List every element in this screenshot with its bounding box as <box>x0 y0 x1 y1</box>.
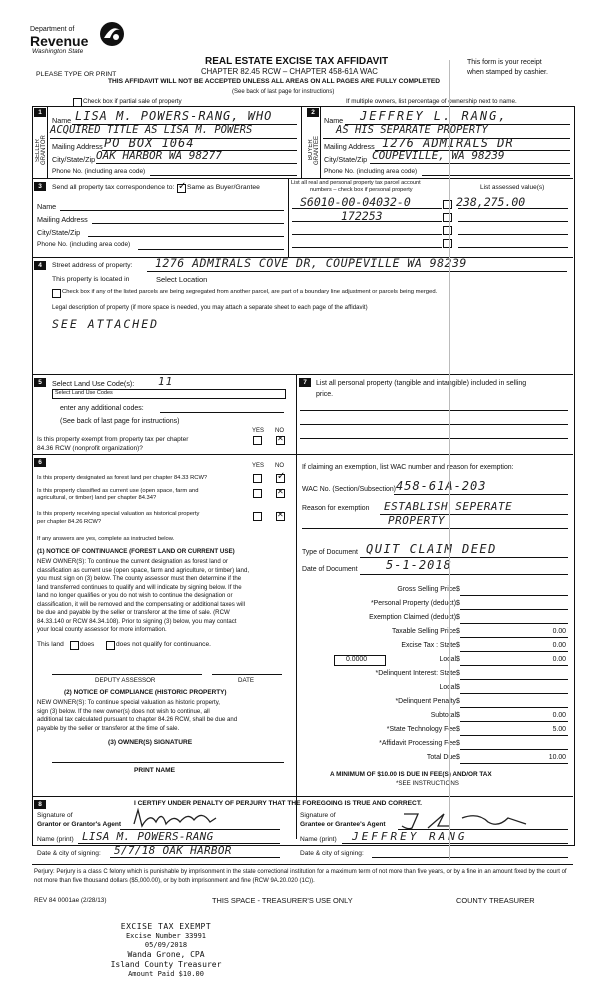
street-label: Street address of property: <box>52 262 133 269</box>
assessed-header: List assessed value(s) <box>480 184 545 191</box>
notice-1-line: 84.33.140 or RCW 84.34.108). Prior to signing (3) below, you may contact <box>37 617 237 625</box>
section-7-badge: 7 <box>299 378 311 387</box>
seller-phone-label: Phone No. (including area code) <box>52 168 146 175</box>
legal-label: Legal description of property (if more space is needed, you may attach a separate sheet to each page of the affidavit) <box>52 304 368 311</box>
tax-row-label: *Delinquent Penalty <box>395 698 456 705</box>
grantee-name-print[interactable]: JEFFREY RANG <box>352 830 468 843</box>
does-not-checkbox[interactable] <box>106 641 115 650</box>
notice-2-title: (2) NOTICE OF COMPLIANCE (HISTORIC PROPERTY) <box>64 689 227 696</box>
stamp-line-2: Excise Number 33991 <box>125 932 207 940</box>
tax-row-label: Local <box>439 684 456 691</box>
historic-q2: per chapter 84.26 RCW? <box>37 519 102 525</box>
form-chapter: CHAPTER 82.45 RCW – CHAPTER 458-61A WAC <box>201 67 378 76</box>
current-use-yes-checkbox[interactable] <box>253 489 262 498</box>
reason-value-1[interactable]: ESTABLISH SEPERATE <box>384 500 513 513</box>
currency-symbol: $ <box>456 600 460 607</box>
personal-property-label-1: List all personal property (tangible and intangible) included in selling <box>316 380 527 387</box>
notice-2-line: NEW OWNER(S): To continue special valuation as historic property, <box>37 699 220 706</box>
parcel-header-2: numbers – check box if personal property <box>310 187 413 193</box>
located-select[interactable]: Select Location <box>156 275 208 284</box>
local-rate-value: 0.0000 <box>346 656 368 663</box>
personal-property-label-2: price. <box>316 391 334 398</box>
seller-name-1[interactable]: LISA M. POWERS-RANG, WHO <box>75 109 273 123</box>
tax-row <box>300 640 570 653</box>
tax-row-label: Local <box>439 656 456 663</box>
dor-logo <box>28 12 128 62</box>
logo-revenue: Revenue <box>30 33 89 49</box>
doc-date-label: Date of Document <box>302 566 358 573</box>
logo-dept: Department of <box>30 26 75 33</box>
notice-1-line: classification as current use (open space, farm and agriculture, or timber) land, <box>37 566 250 574</box>
currency-symbol: $ <box>456 698 460 705</box>
seller-side-label: SELLER GRANTOR <box>35 135 47 165</box>
tax-calculation-table <box>300 584 570 764</box>
exempt-q1: Is this property exempt from property tax per chapter <box>37 436 189 443</box>
parcel-1-personal-checkbox[interactable] <box>443 200 452 209</box>
section-3-city-label: City/State/Zip <box>37 228 81 237</box>
tax-row-value[interactable]: 0.00 <box>552 628 566 635</box>
does-label: does <box>80 641 95 648</box>
perjury-note: Perjury: Perjury is a class C felony which is punishable by imprisonment in the state correctional institution for a maximum term of not more than five years, or by a fine in an amount fixed by the court of not more than five thousand dollars ($5,000.00), or by both imprisonment and fine (RCW 9A.20.020 (1C)). <box>34 869 567 884</box>
land-use-code[interactable]: 11 <box>158 375 174 388</box>
historic-no-checkbox[interactable]: ✕ <box>277 510 284 519</box>
tax-row-label: *State Technology Fee <box>386 726 456 733</box>
notice-1-line: be due and payable by the seller or transferor at the time of sale. (RCW <box>37 609 230 616</box>
tax-row <box>300 626 570 639</box>
tax-row <box>300 654 570 667</box>
section-2-badge: 2 <box>307 108 319 117</box>
seller-name-2[interactable]: ACQUIRED TITLE AS LISA M. POWERS <box>50 124 253 136</box>
parcel-4-personal-checkbox[interactable] <box>443 239 452 248</box>
notice-1-line: you must sign on (3) below. The county assessor must then determine if the <box>37 575 242 582</box>
section-5-no: NO <box>275 428 284 434</box>
print-name-label: PRINT NAME <box>134 767 176 774</box>
parcel-header-1: List all real and personal property tax parcel account <box>291 180 421 186</box>
see-instructions: *SEE INSTRUCTIONS <box>396 780 459 787</box>
stamp-line-3: 05/09/2018 <box>144 941 188 949</box>
historic-q1: Is this property receiving special valuation as historical property <box>37 511 200 517</box>
currency-symbol: $ <box>456 656 460 663</box>
certify-statement: I CERTIFY UNDER PENALTY OF PERJURY THAT THE FOREGOING IS TRUE AND CORRECT. <box>134 800 422 807</box>
buyer-mailing[interactable]: 1276 ADMIRALS DR <box>382 136 514 150</box>
grantor-sig-label-2: Grantor or Grantor's Agent <box>37 821 122 828</box>
land-use-dropdown-text: Select Land Use Codes <box>55 390 113 396</box>
buyer-name-1[interactable]: JEFFREY L. RANG, <box>360 109 508 123</box>
currency-symbol: $ <box>456 670 460 677</box>
forest-q: Is this property designated as forest land per chapter 84.33 RCW? <box>37 475 208 481</box>
currency-symbol: $ <box>456 586 460 593</box>
currency-symbol: $ <box>456 712 460 719</box>
buyer-name-2[interactable]: AS HIS SEPARATE PROPERTY <box>336 124 488 136</box>
reason-label: Reason for exemption <box>302 505 370 512</box>
tax-row-label: Exemption Claimed (deduct) <box>369 614 456 621</box>
tax-row-label: Taxable Selling Price <box>392 628 456 635</box>
forest-no-checkbox[interactable]: ✓ <box>277 471 286 482</box>
seller-city-label: City/State/Zip <box>52 155 96 164</box>
tax-row-label: Total Due <box>426 754 456 761</box>
section-3-mailing-label: Mailing Address <box>37 215 88 224</box>
does-not-label: does not qualify for continuance. <box>116 641 211 648</box>
partial-sale-label: Check box if partial sale of property <box>83 98 182 105</box>
buyer-phone-label: Phone No. (including area code) <box>324 168 418 175</box>
forest-yes-checkbox[interactable] <box>253 474 262 483</box>
notice-2-line: sign (3) below. If the new owner(s) does not wish to continue, all <box>37 707 210 715</box>
exempt-q2: 84.36 RCW (nonprofit organization)? <box>37 445 143 452</box>
located-label: This property is located in <box>52 276 130 283</box>
currency-symbol: $ <box>456 754 460 761</box>
reason-value-2[interactable]: PROPERTY <box>388 514 445 527</box>
does-checkbox[interactable] <box>70 641 79 650</box>
doc-type-value[interactable]: QUIT CLAIM DEED <box>366 542 497 556</box>
deputy-assessor-label: DEPUTY ASSESSOR <box>95 677 156 684</box>
tax-row-label: Excise Tax : State <box>401 642 456 649</box>
notice-1-line: your local county assessor for more information. <box>37 626 167 633</box>
tax-row-value[interactable]: 5.00 <box>552 726 566 733</box>
minimum-note: A MINIMUM OF $10.00 IS DUE IN FEE(S) AND/OR TAX <box>330 771 492 778</box>
parcel-2-personal-checkbox[interactable] <box>443 213 452 222</box>
assessed-value-1[interactable]: 238,275.00 <box>456 195 526 209</box>
receipt-note-1: This form is your receipt <box>467 59 542 66</box>
currency-symbol: $ <box>456 614 460 621</box>
segregated-checkbox[interactable] <box>52 289 61 298</box>
county-treasurer: COUNTY TREASURER <box>456 896 535 905</box>
wac-label: WAC No. (Section/Subsection) <box>302 486 396 493</box>
send-correspondence-label: Send all property tax correspondence to: <box>52 184 175 191</box>
notice-1-line: land no longer qualifies or you do not wish to continue the designation or <box>37 592 233 599</box>
currency-symbol: $ <box>456 642 460 649</box>
exempt-no-checkbox[interactable]: ✕ <box>277 434 284 443</box>
legal-value[interactable]: SEE ATTACHED <box>52 317 160 331</box>
tax-row <box>300 612 570 625</box>
grantee-date-city-label: Date & city of signing: <box>300 850 364 857</box>
section-6-yes: YES <box>252 463 265 469</box>
historic-yes-checkbox[interactable] <box>253 512 262 521</box>
tax-row <box>300 710 570 723</box>
parcel-1[interactable]: S6010-00-04032-0 <box>300 195 411 209</box>
tax-row <box>300 724 570 737</box>
additional-codes-label: enter any additional codes: <box>60 405 144 412</box>
current-use-q1: Is this property classified as current use (open space, farm and <box>37 488 199 494</box>
owner-signature-label: (3) OWNER(S) SIGNATURE <box>108 739 193 746</box>
section-5-yes: YES <box>252 428 265 434</box>
grantor-name-print[interactable]: LISA M. POWERS-RANG <box>82 830 214 843</box>
exempt-yes-checkbox[interactable] <box>253 436 262 445</box>
grantor-signature[interactable] <box>130 806 220 830</box>
grantor-name-print-label: Name (print) <box>37 836 74 843</box>
street-value[interactable]: 1276 ADMIRALS COVE DR, COUPEVILLE WA 98239 <box>155 256 467 270</box>
seller-mailing-label: Mailing Address <box>52 142 103 151</box>
section-5-see-back: (See back of last page for instructions) <box>60 418 180 425</box>
current-use-q2: agricultural, or timber) land per chapter 84.34? <box>37 495 157 501</box>
same-as-buyer-checkbox[interactable]: ✓ <box>178 181 187 192</box>
logo-swoosh-icon <box>98 20 126 48</box>
current-use-no-checkbox[interactable]: ✕ <box>277 487 284 496</box>
stamp-line-1: EXCISE TAX EXEMPT <box>120 922 212 931</box>
tax-row-label: Gross Selling Price <box>397 586 456 593</box>
tax-row-value[interactable]: 0.00 <box>552 712 566 719</box>
section-3-badge: 3 <box>34 182 46 191</box>
receipt-note-2: when stamped by cashier. <box>467 69 548 76</box>
notice-1-line: NEW OWNER(S): To continue the current designation as forest land or <box>37 558 228 565</box>
tax-row <box>300 682 570 695</box>
section-1-badge: 1 <box>34 108 46 117</box>
grantee-name-print-label: Name (print) <box>300 836 337 843</box>
stamp-line-4: Wanda Grone, CPA <box>127 950 205 959</box>
buyer-name-label: Name <box>324 116 344 125</box>
type-or-print: PLEASE TYPE OR PRINT <box>36 71 117 78</box>
grantor-sig-label-1: Signature of <box>37 812 73 819</box>
seller-name-label: Name <box>52 116 72 125</box>
grantee-sig-label-1: Signature of <box>300 812 336 819</box>
section-6-no: NO <box>275 463 284 469</box>
multiple-owners-note: If multiple owners, list percentage of ownership next to name. <box>346 98 517 105</box>
tax-row <box>300 668 570 681</box>
form-title: REAL ESTATE EXCISE TAX AFFIDAVIT <box>205 56 389 67</box>
treasurer-space: THIS SPACE - TREASURER'S USE ONLY <box>212 896 353 905</box>
buyer-mailing-label: Mailing Address <box>324 142 375 151</box>
notice-1-line: land transferred continues to qualify and will indicate by signing below. If the <box>37 583 242 591</box>
scan-line <box>449 60 450 860</box>
tax-row <box>300 598 570 611</box>
same-as-buyer-label: Same as Buyer/Grantee <box>187 184 260 191</box>
stamp-line-5: Island County Treasurer <box>110 960 222 969</box>
date-label: DATE <box>238 677 255 684</box>
tax-row <box>300 696 570 709</box>
currency-symbol: $ <box>456 740 460 747</box>
seller-mailing[interactable]: PO BOX 1064 <box>104 136 195 150</box>
tax-row-value[interactable]: 0.00 <box>552 656 566 663</box>
stamp-line-6: Amount Paid $10.00 <box>128 970 204 978</box>
rev-number: REV 84 0001ae (2/28/13) <box>34 897 107 904</box>
tax-row <box>300 738 570 751</box>
buyer-city[interactable]: COUPEVILLE, WA 98239 <box>372 149 505 162</box>
tax-row <box>300 584 570 597</box>
parcel-2[interactable]: 172253 <box>341 209 383 223</box>
buyer-city-label: City/State/Zip <box>324 155 368 164</box>
logo-state: Washington State <box>32 48 84 55</box>
tax-row-label: *Delinquent Interest: State <box>375 670 456 677</box>
section-4-badge: 4 <box>34 261 46 270</box>
section-3-phone-label: Phone No. (including area code) <box>37 241 131 248</box>
tax-row-value[interactable]: 10.00 <box>548 754 566 761</box>
grantor-date-city[interactable]: 5/7/18 OAK HARBOR <box>114 844 232 857</box>
notice-1-body <box>37 559 292 636</box>
tax-row-value[interactable]: 0.00 <box>552 642 566 649</box>
grantor-date-city-label: Date & city of signing: <box>37 850 101 857</box>
doc-date-value[interactable]: 5-1-2018 <box>386 558 452 572</box>
this-land-label: This land <box>37 641 64 648</box>
currency-symbol: $ <box>456 684 460 691</box>
treasurer-stamp <box>96 922 236 979</box>
section-8-badge: 8 <box>34 800 46 809</box>
see-back: (See back of last page for instructions) <box>232 89 335 95</box>
land-use-label: Select Land Use Code(s): <box>52 379 135 388</box>
currency-symbol: $ <box>456 726 460 733</box>
grantee-sig-label-2: Grantee or Grantee's Agent <box>300 821 386 828</box>
tax-row <box>300 752 570 765</box>
buyer-side-label: BUYER GRANTEE <box>308 135 320 165</box>
tax-row-label: Subtotal <box>430 712 456 719</box>
section-5-badge: 5 <box>34 378 46 387</box>
notice-2-line: payable by the seller or transferor at the time of sale. <box>37 724 180 732</box>
exemption-label: If claiming an exemption, list WAC number and reason for exemption: <box>302 464 514 471</box>
seller-city[interactable]: OAK HARBOR WA 98277 <box>96 149 222 162</box>
wac-value[interactable]: 458-61A-203 <box>396 479 487 493</box>
doc-type-label: Type of Document <box>302 549 358 556</box>
tax-row-label: *Personal Property (deduct) <box>370 600 456 607</box>
currency-symbol: $ <box>456 628 460 635</box>
form-warning: THIS AFFIDAVIT WILL NOT BE ACCEPTED UNLESS ALL AREAS ON ALL PAGES ARE FULLY COMPLETED <box>108 78 441 85</box>
tax-row-label: *Affidavit Processing Fee <box>379 740 456 747</box>
section-6-badge: 6 <box>34 458 46 467</box>
segregated-label: Check box if any of the listed parcels are being segregated from another parcel, are part of a boundary line adjustment or parcels being merged. <box>62 289 438 295</box>
if-yes-note: If any answers are yes, complete as instructed below. <box>37 536 175 542</box>
notice-1-title: (1) NOTICE OF CONTINUANCE (FOREST LAND OR CURRENT USE) <box>37 548 235 555</box>
notice-2-body <box>37 700 292 734</box>
notice-2-line: additional tax calculated pursuant to chapter 84.26 RCW, shall be due and <box>37 716 238 723</box>
parcel-3-personal-checkbox[interactable] <box>443 226 452 235</box>
section-3-name-label: Name <box>37 202 57 211</box>
notice-1-line: classification, it will be removed and the compensating or additional taxes will <box>37 600 245 608</box>
